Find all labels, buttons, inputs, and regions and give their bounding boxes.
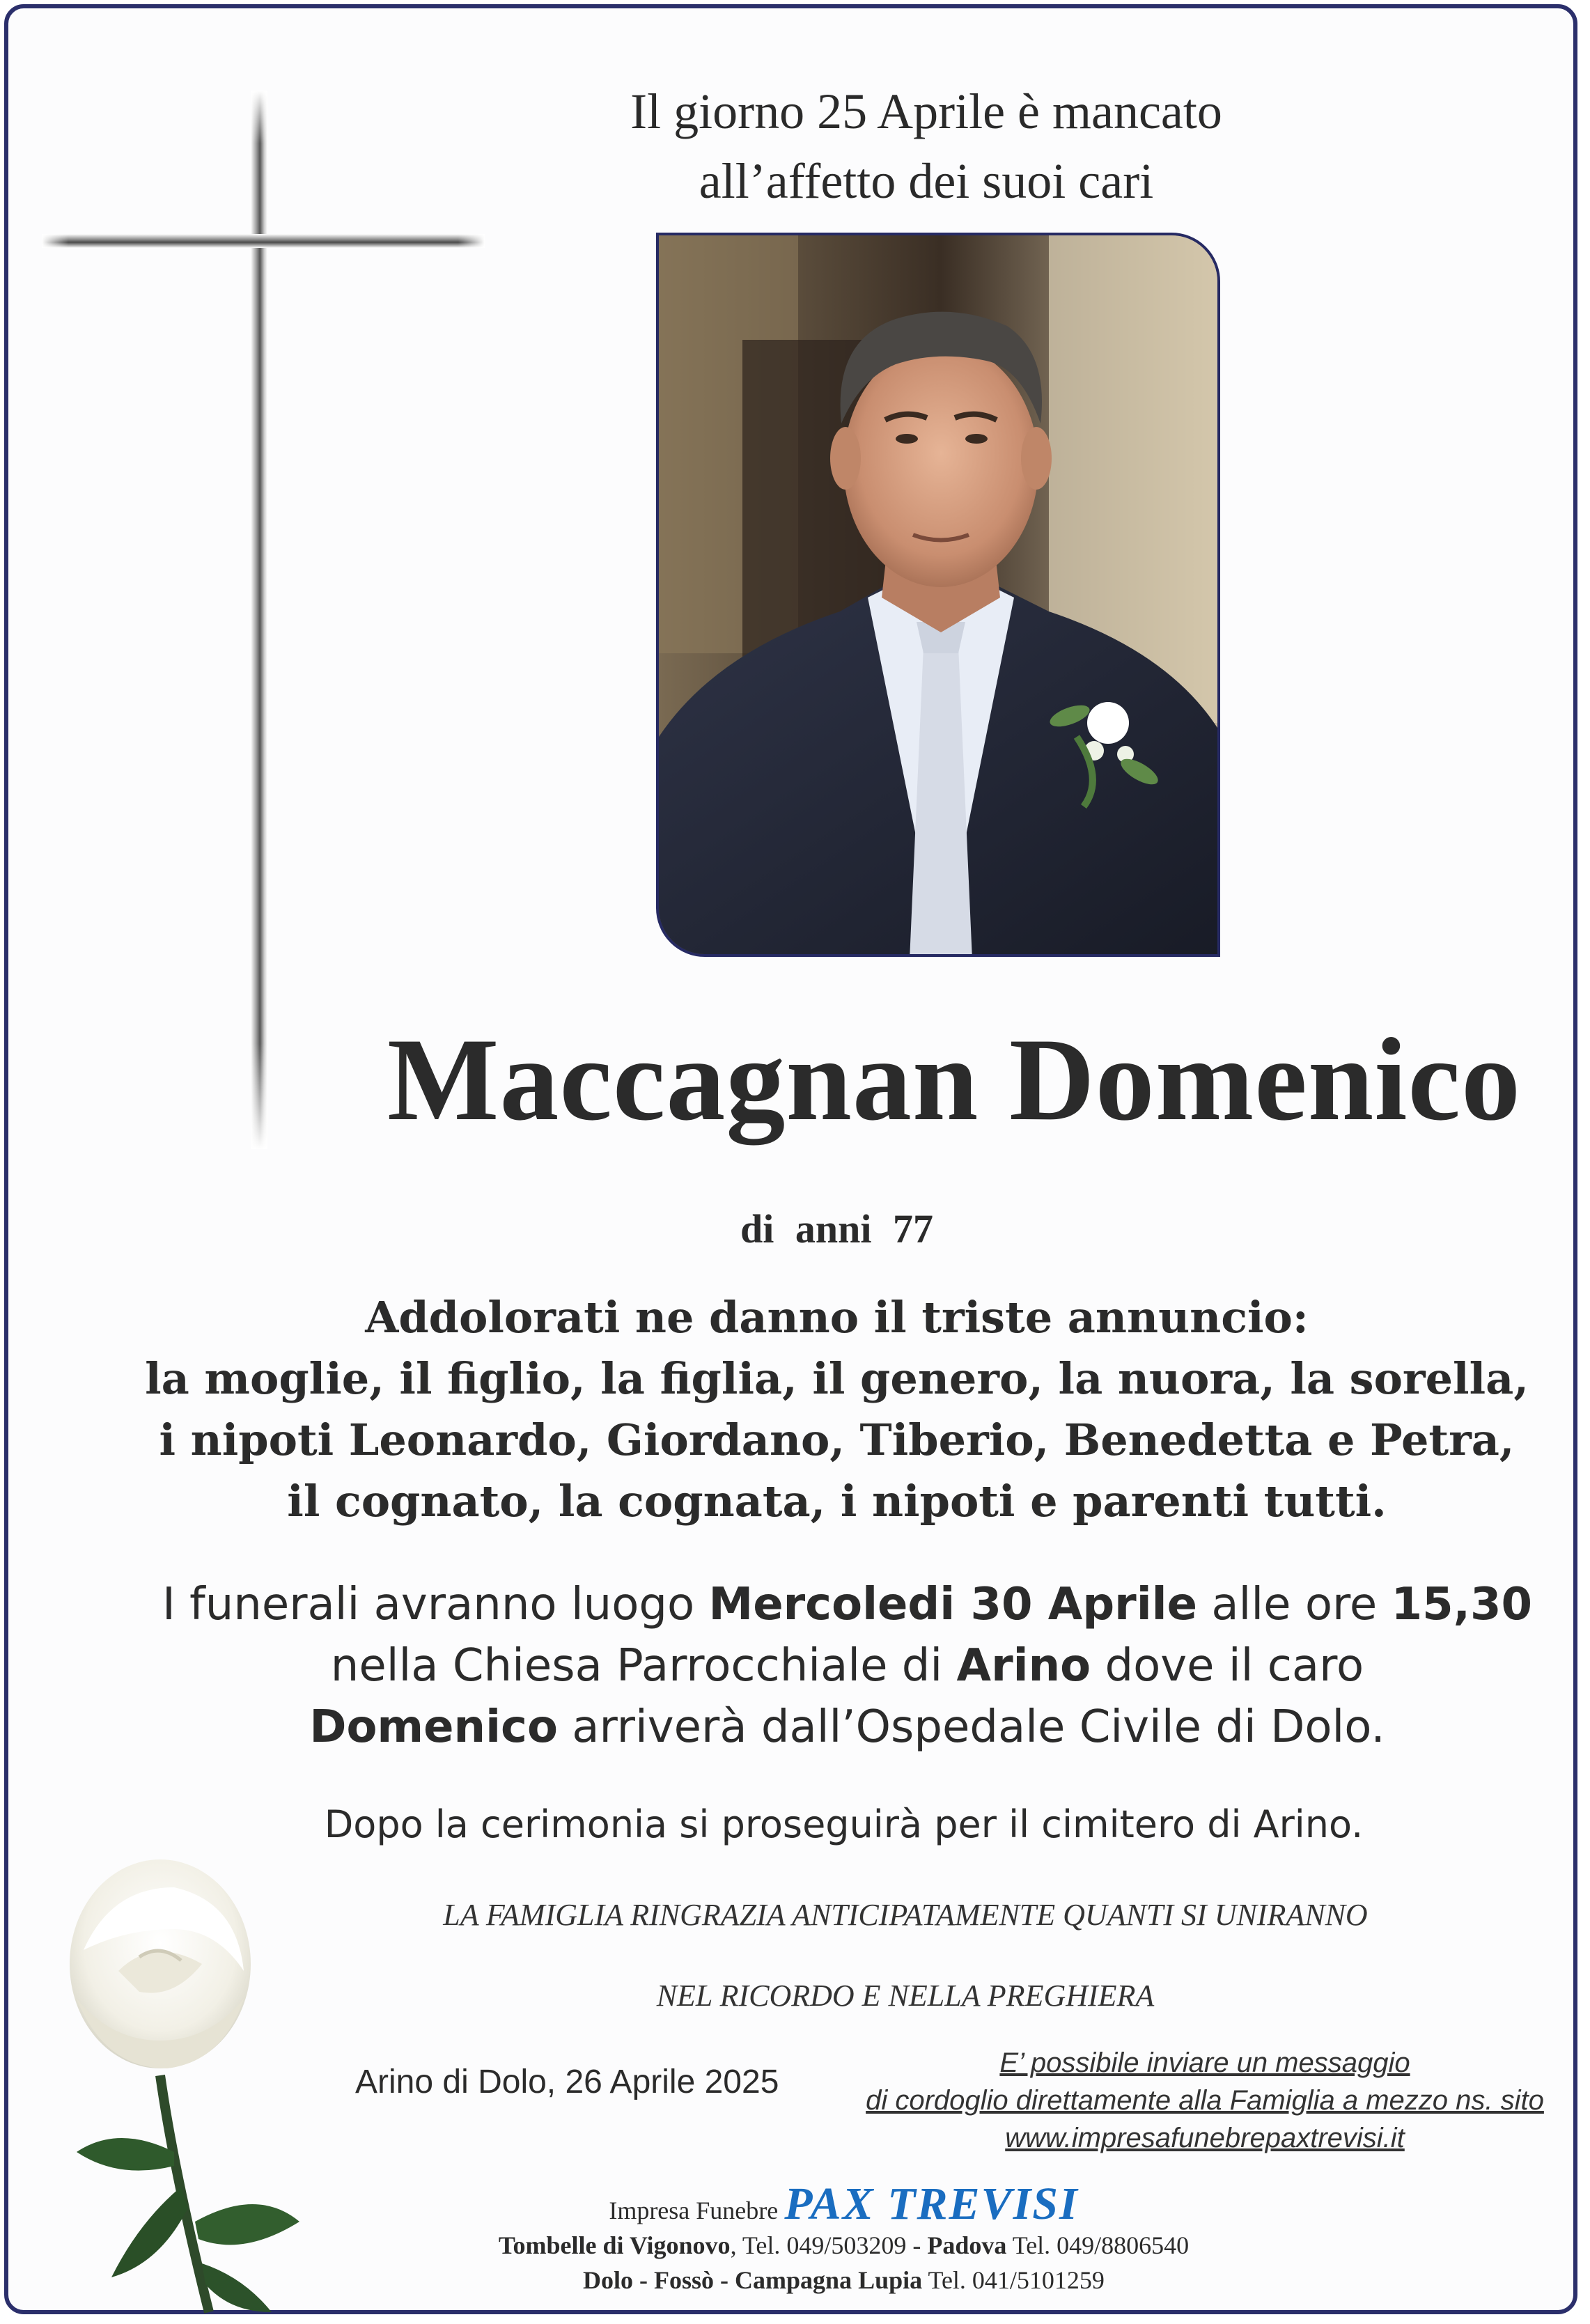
- portrait-photo: [656, 233, 1220, 957]
- brand-name: PAX TREVISI: [784, 2178, 1079, 2229]
- website-link[interactable]: www.impresafunebrepaxtrevisi.it: [1005, 2123, 1405, 2153]
- funeral-line-1: [104, 1574, 1590, 1635]
- deceased-name: Maccagnan Domenico: [387, 1014, 1522, 1145]
- announcement-block: [0, 1287, 1590, 1532]
- place-date: Arino di Dolo, 26 Aprile 2025: [355, 2064, 779, 2100]
- funeral-text: dove il caro: [1091, 1640, 1364, 1692]
- thanks-line-2: NEL RICORDO E NELLA PREGHIERA: [656, 1979, 1155, 2013]
- announcement-line: il cognato, la cognata, i nipoti e parenti tutti.: [287, 1476, 1387, 1527]
- condolence-line-2: di cordoglio direttamente alla Famiglia a mezzo ns. sito: [866, 2085, 1544, 2116]
- footer-location: Padova: [927, 2231, 1007, 2259]
- funeral-details: [0, 1574, 1590, 1758]
- funeral-home-footer: [0, 2178, 1590, 2298]
- funeral-time: 15,30: [1391, 1579, 1533, 1630]
- condolence-message: [850, 2044, 1560, 2157]
- funeral-line-2: [104, 1635, 1590, 1697]
- deceased-age: di anni 77: [740, 1206, 933, 1251]
- footer-phone: Tel. 041/5101259: [922, 2266, 1105, 2294]
- footer-location: Dolo - Fossò - Campagna Lupia: [583, 2266, 923, 2294]
- funeral-text: I funerali avranno luogo: [162, 1579, 709, 1630]
- condolence-line-1: E’ possibile inviare un messaggio: [999, 2048, 1410, 2078]
- footer-brand-line: [98, 2178, 1590, 2229]
- footer-contact-line-2: [98, 2263, 1590, 2298]
- footer-location: Tombelle di Vigonovo: [498, 2231, 731, 2259]
- funeral-text: alle ore: [1197, 1579, 1392, 1630]
- funeral-text: nella Chiesa Parrocchiale di: [330, 1640, 957, 1692]
- after-ceremony-text: Dopo la cerimonia si proseguirà per il cimitero di Arino.: [324, 1802, 1364, 1846]
- funeral-first-name: Domenico: [309, 1701, 558, 1753]
- announcement-line: i nipoti Leonardo, Giordano, Tiberio, Benedetta e Petra,: [159, 1414, 1515, 1465]
- cross-icon: [42, 91, 501, 1149]
- footer-contact-line-1: [98, 2228, 1590, 2263]
- footer-prefix: Impresa Funebre: [609, 2197, 785, 2224]
- funeral-line-3: [104, 1697, 1590, 1758]
- funeral-text: arriverà dall’Ospedale Civile di Dolo.: [557, 1701, 1385, 1753]
- announcement-line: Addolorati ne danno il triste annuncio:: [365, 1292, 1309, 1343]
- intro-line-1: Il giorno 25 Aprile è mancato: [630, 84, 1222, 139]
- announcement-line: la moglie, il figlio, la figlia, il genero, la nuora, la sorella,: [145, 1353, 1529, 1404]
- thanks-line-1: LA FAMIGLIA RINGRAZIA ANTICIPATAMENTE QUANTI SI UNIRANNO: [443, 1898, 1368, 1932]
- intro-text: [446, 77, 1407, 216]
- footer-phone: Tel. 049/8806540: [1006, 2231, 1190, 2259]
- intro-line-2: all’affetto dei suoi cari: [699, 153, 1154, 209]
- funeral-date: Mercoledi 30 Aprile: [708, 1579, 1197, 1630]
- funeral-place: Arino: [956, 1640, 1091, 1692]
- footer-phone: , Tel. 049/503209 -: [730, 2231, 928, 2259]
